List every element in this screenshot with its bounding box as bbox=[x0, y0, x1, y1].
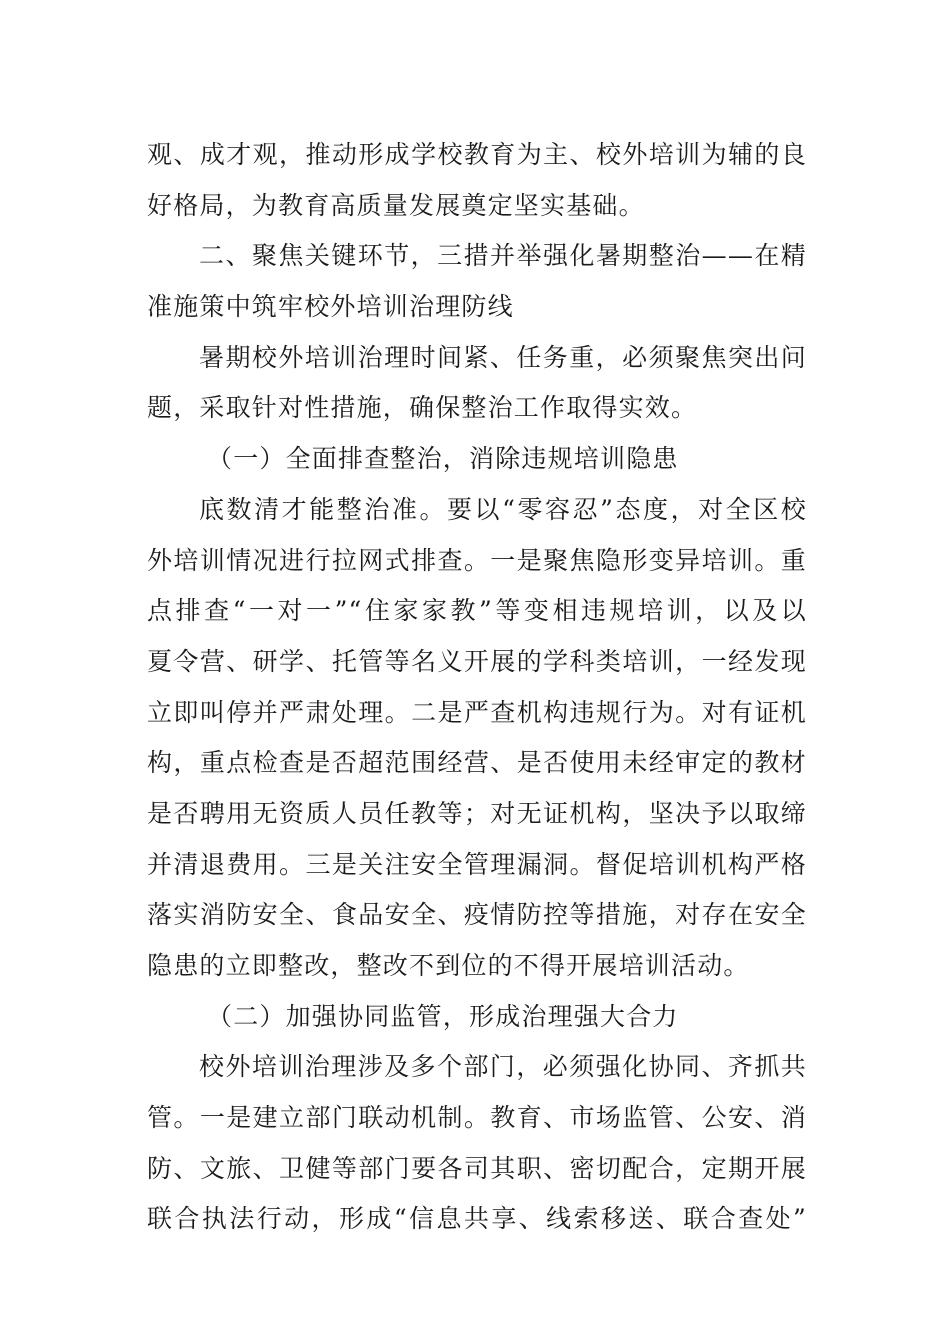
document-body bbox=[147, 130, 807, 1245]
text-line: 观、成才观，推动形成学校教育为主、校外培训为辅的良 bbox=[147, 140, 807, 169]
subsection-heading: （一）全面排查整治，消除违规培训隐患 bbox=[207, 444, 679, 474]
text-line: 好格局，为教育高质量发展奠定坚实基础。 bbox=[147, 190, 645, 220]
text-line: 隐患的立即整改，整改不到位的不得开展培训活动。 bbox=[147, 951, 750, 980]
text-line: 防、文旅、卫健等部门要各司其职、密切配合，定期开展 bbox=[147, 1153, 807, 1183]
text-line: 并清退费用。三是关注安全管理漏洞。督促培训机构严格 bbox=[147, 849, 807, 879]
text-line: 构，重点检查是否超范围经营、是否使用未经审定的教材 bbox=[147, 748, 807, 778]
text-line: 联合执法行动，形成“信息共享、线索移送、联合查处” bbox=[147, 1204, 807, 1234]
subsection-heading: （二）加强协同监管，形成治理强大合力 bbox=[207, 1001, 679, 1031]
text-line: 校外培训治理涉及多个部门，必须强化协同、齐抓共 bbox=[199, 1052, 807, 1082]
section-heading-line: 准施策中筑牢校外培训治理防线 bbox=[147, 292, 514, 322]
section-heading-line: 二、聚焦关键环节，三措并举强化暑期整治——在精 bbox=[199, 241, 807, 271]
text-line: 底数清才能整治准。要以“零容忍”态度，对全区校 bbox=[199, 494, 807, 524]
text-line: 暑期校外培训治理时间紧、任务重，必须聚焦突出问 bbox=[199, 342, 807, 372]
text-line: 点排查“一对一”“住家家教”等变相违规培训，以及以 bbox=[147, 596, 807, 626]
text-line: 管。一是建立部门联动机制。教育、市场监管、公安、消 bbox=[147, 1103, 807, 1133]
text-line: 立即叫停并严肃处理。二是严查机构违规行为。对有证机 bbox=[147, 697, 807, 727]
text-line: 题，采取针对性措施，确保整治工作取得实效。 bbox=[147, 393, 698, 423]
text-line: 外培训情况进行拉网式排查。一是聚焦隐形变异培训。重 bbox=[147, 545, 807, 575]
text-line: 是否聘用无资质人员任教等；对无证机构，坚决予以取缔 bbox=[147, 798, 807, 828]
text-line: 落实消防安全、食品安全、疫情防控等措施，对存在安全 bbox=[147, 900, 807, 930]
text-line: 夏令营、研学、托管等名义开展的学科类培训，一经发现 bbox=[147, 646, 807, 676]
